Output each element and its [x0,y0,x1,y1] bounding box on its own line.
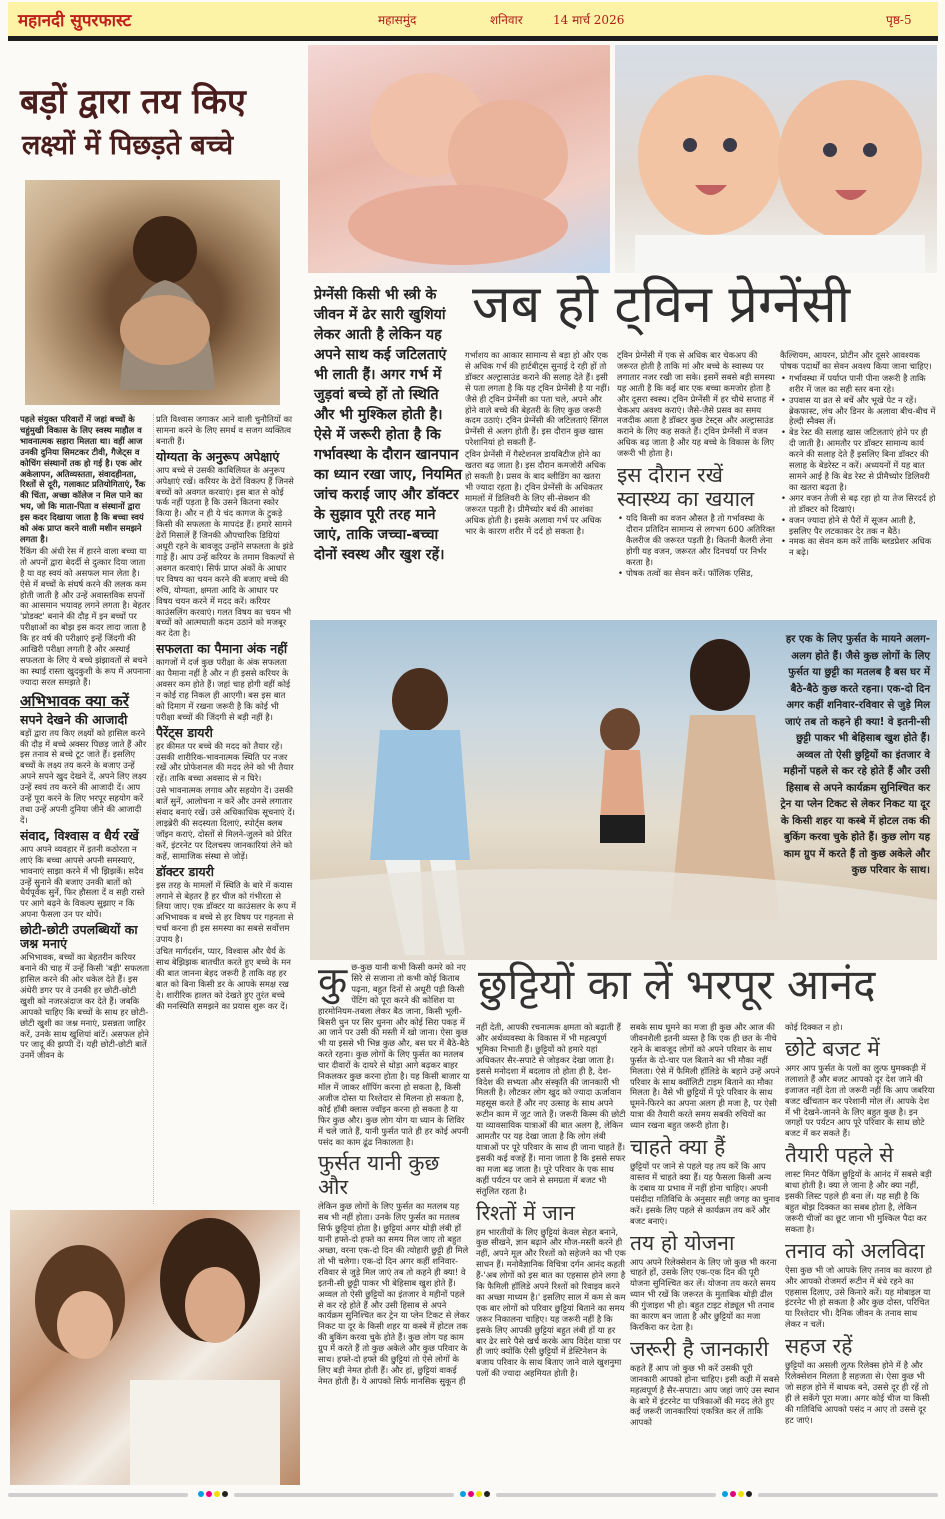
edition-city: महासमुंद [378,12,417,27]
subheading: तनाव को अलविदा [785,1238,925,1263]
paragraph: प्रति विश्वास जगाकर आने वाली चुनौतियों का सामना करने के लिए समर्थ व सजग व्यक्तित्व बनाती हैं। [156,414,293,446]
paragraph: इस तरह के मामलों में स्थिति के बारे में कयास लगाने से बेहतर है हर चीज को गंभीरता से लिया जाए। एक डॉक्टर या काउंसलर के रूप में अभिभावक व बच्चे से हर विषय पर गहनता से चर्चा करना ही इस समस्या का सबसे सर्वोत्तम उपाय है। [156,879,296,945]
subheading: रिश्तों में जान [476,1200,575,1225]
twins-intro: प्रेग्नेंसी किसी भी स्त्री के जीवन में ढेर सारी खुशियां लेकर आती है लेकिन यह अपने साथ कई जटिलताएं भी लाती हैं। अगर गर्भ में जुड़वां बच्चे हों तो स्थिति और भी मुश्किल होती है। ऐसे में जरूरी होता है कि गर्भावस्था के दौरान खानपान का ध्यान रखा जाए, नियमित जांच कराई जाए और डॉक्टर के सुझाव पूरी तरह माने जाएं, ताकि जच्चा-बच्चा दोनों स्वस्थ और खुश रहें। [314,287,462,563]
paragraph: हम भारतीयों के लिए छुट्टियां केवल सेहत बनाने, कुछ सीखने, ज्ञान बढ़ाने और मौज-मस्ती करने ही नहीं, अपने मूल और रिश्तों को सहेजने का भी एक साधन हैं। मनोवैज्ञानिक विचित्रा दर्गन आनंद कहती हैं-'अब लोगों को इस बात का एहसास होने लगा है कि फैमिली हॉलिडे अपने रिश्तों को रिवाइव करने का अच्छा माध्यम है।' इसलिए साल में कम से कम एक बार लोगों को परिवार छुट्टियां बिताने का समय जरूर निकालना चाहिए। यह जरूरी नहीं है कि इसके लिए आपकी छुट्टियां बहुत लंबी हों या हर बार ढेर सारे पैसे खर्च करके आप विदेश यात्रा पर ही जाएं क्योंकि ऐसी छुट्टियों में डेस्टिनेशन के बजाय परिवार के साथ बिताए जाने वाले खुशनुमा पलों की ज्यादा अहमियत होती है। [476,1226,626,1379]
paragraph: छुट्टियों का असली लुत्फ रिलेक्स होने में है और रिलेक्सेशन मिलता है सहजता से। ऐसा कुछ भी जो सहज होने में बाधक बने, उससे दूर ही रहें तो ही ले सकेंगे पूरा मजा। अगर कोई चीज या किसी की गतिविधि आपको पसंद न आए तो उससे दूर हट जाएं। [785,1360,930,1425]
bullet-item: • अगर वजन तेजी से बढ़ रहा हो या तेज सिरदर्द हो तो डॉक्टर को दिखाएं। [780,493,936,515]
sleeping-twins-photo [308,45,610,273]
subheading: इस दौरान रखें स्वास्थ्य का खयाल [617,463,755,512]
smiling-twins-photo [615,45,937,273]
subheading: डॉक्टर डायरी [156,863,215,879]
kids-column-2 [156,414,296,1204]
bullet-item: • बेड रेस्ट की सलाह खास जटिलताएं होने पर ही दी जाती है। आमतौर पर डॉक्टर सामान्य कार्य करने की सलाह देते हैं इसलिए बिना डॉक्टर की सलाह के बेडरेस्ट न करें। अध्ययनों में यह बात सामने आई है कि बेड रेस्ट से प्रीमैच्योर डिलिवरी का खतरा बढ़ता है। [780,427,936,492]
paragraph: लेकिन कुछ लोगों के लिए फुर्सत का मतलब यह सब भी नहीं होता। उनके लिए फुर्सत का मतलब सिर्फ छुट्टियां होता है। छुट्टियां अगर थोड़ी लंबी हों यानी हफ्ते-दो हफ्ते का समय मिल जाए तो बहुत अच्छा, वरना एक-दो दिन की त्योहारी छुट्टी ही मिले तो भी चलेगा। एक-दो दिन अगर कहीं शनिवार-रविवार से जुड़े मिल जाएं तब तो कहने ही क्या! वे इतनी-सी छुट्टी पाकर भी बेहिसाब खुश होते हैं। अव्वल तो ऐसी छुट्टियों का इंतजार वे महीनों पहले से कर रहे होते हैं और उसी हिसाब से अपने कार्यक्रम सुनिश्चित कर ट्रेन या प्लेन टिकट से लेकर निकट या दूर के किसी शहर या कस्बे में होटल तक की बुकिंग करवा चुके होते हैं। कुछ लोग यह काम ग्रुप में करते हैं तो कुछ अकेले और कुछ परिवार के साथ। हफ्ते-दो हफ्ते की छुट्टियां तो ऐसे लोगों के लिए बड़ी नेमत होती हैं। और हां, छुट्टियां वाकई नेमत होती हैं। ये आपको सिर्फ मानसिक सुकून ही [318,1201,470,1386]
subheading: सपने देखने की आजादी [20,711,128,727]
paragraph: ट्विन प्रेग्नेंसी में गैस्टेशनल डायबिटीज होने का खतरा बढ़ जाता है। इस दौरान कमजोरी अधिक हो सकती है। प्रसव के बाद ब्लीडिंग का खतरा भी ज्यादा रहता है। ट्विन प्रेग्नेंसी के अधिकतर मामलों में डिलिवरी के लिए सी-सेक्शन की जरूरत पड़ती है। प्रीमैच्योर बर्थ की आशंका अधिक होती है। इसके अलावा गर्भ पर अधिक भार के कारण शरीर में दर्द हो सकता है। [465,449,606,536]
kids-column-1 [20,414,151,1204]
edition-date: 14 मार्च 2026 [553,12,625,27]
column-divider [153,414,154,1204]
paragraph: हर कीमत पर बच्चे की मदद को तैयार रहें। उसकी शारीरिक-भावनात्मक स्थिति पर नजर रखें और प्रोफेशनल की मदद लेने को भी तैयार रहें। ताकि बच्चा अवसाद से न घिरे। [156,740,294,784]
holiday-opening-paragraph: छ-कुछ यानी कभी किसी कमरे को नए सिरे से सजाना तो कभी कोई किताब पढ़ना, बहुत दिनों से अधूरी पड़ी किसी पेंटिंग को पूरा करने की कोशिश या हारमोनियम-तबला लेकर बैठ जाना, किसी भूली-बिसरी धुन पर सिर धुनना और कोई सिरा पकड़ में आ जाने पर उसी की मस्ती में खो जाना। ऐसा कुछ भी या इससे भी भिन्न कुछ और, बस घर में बैठे-बैठे करते रहना। कुछ लोगों के लिए फुर्सत का मतलब चार दीवारों के दायरे से थोड़ा आगे बढ़कर बाहर निकलकर कुछ करना होता है। यह किसी बाजार या मॉल में जाकर शॉपिंग करना हो सकता है, किसी अजीज दोस्त या रिश्तेदार से मिलना हो सकता है, कोई हॉबी क्लास ज्वॉइन करना हो सकता है या फिर कुछ और। कुछ लोग योग या ध्यान के शिविर में चले जाते हैं, यानी फुर्सत पाते ही हर कोई अपनी पसंद का काम ढूंढ निकालता है। [318,962,470,1147]
paragraph: रैंकिंग की अंधी रेस में हारने वाला बच्चा या तो अपनों द्वारा बेदर्दी से दुत्कार दिया जाता है या वह स्वयं को असफल मान लेता है। ऐसे में बच्चों के संघर्ष करने की ललक कम होती जाती है और उन्हें अवास्तविक सपनों का आसमान भयावह लगने लगता है। बेहतर 'प्रोडक्ट' बनाने की दौड़ में इन बच्चों पर परीक्षाओं का बोझ इस कदर लादा जाता है कि हर वर्ष की परीक्षाएं इन्हें जिंदगी की आखिरी परीक्षा लगती है और अस्थाई सफलता के लिए ये बच्चे झंझावतों से बचने का स्थाई रास्ता खुदकुशी के रूप में अपनाना ज्यादा सरल समझते हैं। [20,545,151,687]
edition-day: शनिवार [490,12,523,27]
paragraph: आप बच्चे से उसकी काबिलियत के अनुरूप अपेक्षाएं रखें। करियर के ढेरों विकल्प हैं जिनसे बच्चों को अवगत करवाएं। इस बात से कोई फर्क नहीं पड़ता है कि उसने कितना स्कोर किया है। और न ही ये चंद कागज के टुकड़े किसी की सफलता के मापदंड हैं। हमारे सामने ढेरों मिसालें हैं जिनकी औपचारिक डिग्रियां अधूरी रहने के बावजूद उन्होंने सफलता के झंडे गाड़े हैं। आप उन्हें करियर के तमाम विकल्पों से अवगत करवाएं। सिर्फ प्राप्त अंकों के आधार पर विषय का चयन करने की बजाए बच्चे की रुचि, योग्यता, क्षमता आदि के आधार पर विषय चयन करने में मदद करें। करियर काउंसलिंग करवाएं। गलत विषय का चयन भी बच्चों को आत्मघाती कदम उठाने को मजबूर कर देता है। [156,464,295,639]
holiday-column-2 [476,1022,626,1487]
holiday-headline: छुट्टियों का लें भरपूर आनंद [478,960,876,1009]
subheading: संवाद, विश्वास व धैर्य रखें [20,827,139,843]
subheading: सहज रहें [785,1334,853,1359]
paragraph: कहते हैं आप जो कुछ भी करें उसकी पूरी जानकारी आपको होना चाहिए। इसी कड़ी में सबसे महत्वपूर्ण है सैर-सपाटा। आप जहां जाएं उस स्थान के बारे में इंटरनेट या पत्रिकाओं की मदद लेते हुए कई जरूरी जानकारियां एकत्रित कर लें ताकि आपको [630,1362,780,1428]
newspaper-name: महानदी सुपरफास्ट [18,10,132,31]
paragraph: ट्विन प्रेग्नेंसी में एक से अधिक बार चेकअप की जरूरत होती है ताकि मां और बच्चे के स्वास्थ्य पर लगातार नजर रखी जा सके। इसमें सबसे बड़ी समस्या यह आती है कि कई बार एक बच्चा कमजोर होता है और दूसरा स्वस्थ। ट्विन प्रेग्नेंसी में हर चौथे सप्ताह में चेकअप अवश्य कराएं। जैसे-जैसे प्रसव का समय नजदीक आता है डॉक्टर कुछ टेस्ट्स और अल्ट्रासाउंड कराने के लिए कह सकते हैं। ट्विन प्रेग्नेंसी में वजन अधिक बढ़ जाता है और यह बच्चे के विकास के लिए जरूरी भी होता है। [617,350,775,459]
twins-column-3 [780,350,936,612]
sad-child-photo [25,180,280,405]
paragraph: पहले संयुक्त परिवारों में जहां बच्चों के चहुंमुखी विकास के लिए स्वस्थ माहौल व भावनात्मक सहारा मिलता था। वहीं आज उनकी दुनिया सिमटकर टीवी, गैजेट्स व कोचिंग संस्थानों तक हो गई है। एक ओर अकेलापन, अतिव्यस्तता, संवादहीनता, रिश्तों से दूरी, गलाकाट प्रतियोगिताएं, रैंक की चिंता, अच्छा कॉलेज न मिल पाने का भय, जो कि माता-पिता व संस्थानों द्वारा इस कदर दिखाया जाता है कि बच्चा स्वयं को अंक प्राप्त करने वाली मशीन समझने लगता है। [20,414,146,544]
header-rule [8,36,938,41]
bullet-item: • गर्भावस्था में पर्याप्त पानी पीना जरूरी है ताकि शरीर में जल का सही स्तर बना रहे। [780,373,936,395]
paragraph: बड़ों द्वारा तय किए लक्ष्यों को हासिल करने की दौड़ में बच्चे अक्सर पिछड़ जाते हैं और इस तनाव से बच्चे टूट जाते हैं। इसलिए बच्चों के लक्ष्य तय करने के बजाए उन्हें अपने सपने खुद देखने दें, अपने लिए लक्ष्य उन्हें स्वयं तय करने की आजादी दें। आप उन्हें पूरा करने के लिए भरपूर सहयोग करें तथा उन्हें अपनी दुनिया जीने की आजादी दें। [20,727,147,825]
paragraph: छुट्टियों पर जाने से पहले यह तय करें कि आप वास्तव में चाहते क्या हैं। यह फैसला किसी अन्य के दबाव या प्रभाव में नहीं होना चाहिए। अपनी पसंदीदा गतिविधि के अनुसार सही जगह का चुनाव करें। इसके लिए पहले से कार्यक्रम तय करें और बजट बनाएं। [630,1161,780,1226]
paragraph: लास्ट मिनट पैकिंग छुट्टियों के आनंद में सबसे बड़ी बाधा होती है। क्या ले जाना है और क्या नहीं, इसकी लिस्ट पहले ही बना लें। यह सही है कि बहुत बोझ दिक्कत का सबब होता है, लेकिन जरूरी चीजों का छूट जाना भी मुश्किल पैदा कर सकता है। [785,1169,932,1234]
subheading: अभिभावक क्या करें [20,691,129,710]
subheading: फुर्सत यानी कुछ और [318,1151,440,1200]
twins-headline: जब हो ट्विन प्रेग्नेंसी [472,275,851,335]
bullet-item: • यदि किसी का वजन औसत है तो गर्भावस्था के दौरान प्रतिदिन सामान्य से लगभग 600 अतिरिक्त कैलरीज की जरूरत पड़ती है। कितनी कैलरी लेना होगी यह वजन, जरूरत और दिनचर्या पर निर्भर करता है। [617,513,775,568]
paragraph: ऐसा कुछ भी जो आपके लिए तनाव का कारण हो और आपको रोजमर्रा रूटीन में बंधे रहने का एहसास दिलाए, उसे किनारे करें। यह मोबाइल या इंटरनेट भी हो सकता है और कुछ दोस्त, परिचित या रिश्तेदार भी। दैनिक जीवन के तनाव साथ लेकर न चलें। [785,1264,932,1330]
subheading: पैरेंट्स डायरी [156,724,213,740]
bullet-item: • पोषक तत्वों का सेवन करें। फॉलिक एसिड, [617,568,775,579]
subheading: चाहते क्या हैं [630,1135,726,1160]
kids-headline-line2: लक्ष्यों में पिछड़ते बच्चे [22,130,234,161]
page-number: पृष्ठ-5 [886,12,912,27]
twins-column-2 [617,350,775,612]
holiday-column-4 [785,1022,935,1487]
print-registration-strip [8,1490,938,1500]
paragraph: उसे भावनात्मक लगाव और सहयोग दें। उसकी बातें सुनें, आलोचना न करें और उनसे लगातार संवाद बनाएं रखें। उसे अधिकाधिक सूचनाएं दें। लाइब्रेरी की सदस्यता दिलाएं, स्पोर्ट्स क्लब जॉइन कराएं, दोस्तों से मिलने-जुलने को प्रेरित करें, इंटरनेट पर दिलचस्प जानकारियां लेने को कहें, सामाजिक संस्था से जोड़ें। [156,785,295,861]
paragraph: कोई दिक्कत न हो। [785,1022,843,1032]
mother-daughter-photo [10,1210,300,1485]
twins-column-1 [465,350,611,612]
subheading: जरूरी है जानकारी [630,1336,769,1361]
bullet-item: • उपवास या व्रत से बचें और भूखे पेट न रहें। ब्रेकफास्ट, लंच और डिनर के अलावा बीच-बीच में हेल्दी स्नैक्स लें। [780,395,936,428]
subheading: सफलता का पैमाना अंक नहीं [156,641,288,657]
drop-cap: कु [318,962,348,1003]
paragraph: कैल्शियम, आयरन, प्रोटीन और दूसरे आवश्यक पोषक पदार्थों का सेवन अवश्य किया जाना चाहिए। [780,350,932,371]
paragraph: आप अपने रिलेक्सेशन के लिए जो कुछ भी करना चाहते हों, उसके लिए एक-एक दिन की पूरी योजना सुनिश्चित कर लें। योजना तय करते समय ध्यान भी रखें कि जरूरत के मुताबिक थोड़ी ढील की गुंजाइश भी हो। बहुत टाइट शेड्यूल भी तनाव का कारण बन जाता है और छुट्टियों का मजा किरकिरा कर देता है। [630,1256,777,1332]
paragraph: उचित मार्गदर्शन, प्यार, विश्वास और धैर्य के साथ बेझिझक बातचीत करते हुए बच्चे के मन की बात जानना बेहद जरूरी है ताकि वह हर बात को बिना किसी डर के आपके समक्ष रख दे। शारीरिक हालत को देखते हुए तुरंत बच्चे की मनस्थिति समझने का प्रयास शुरू कर दें। [156,946,291,1011]
paragraph: आप अपने व्यवहार में इतनी कठोरता न लाएं कि बच्चा आपसे अपनी समस्याएं, भावनाएं साझा करने में भी झिझकें। सदैव उन्हें सुनाने की बजाए उनकी बातों को धैर्यपूर्वक सुनें, फिर हौसला दें व सही रास्ते पर आगे बढ़ने के विकल्प सुझाए न कि अपना फैसला उन पर थोपें। [20,843,145,920]
paragraph: गर्भाशय का आकार सामान्य से बड़ा हो और एक से अधिक गर्भ की हार्टबीट्स सुनाई दे रही हों तो डॉक्टर अल्ट्रासाउंड कराने की सलाह देते हैं। इसी से पता लगता है कि यह ट्विन प्रेग्नेंसी है या नहीं। जैसे ही ट्विन प्रेग्नेंसी का पता चले, अपने और होने वाले बच्चे की बेहतरी के लिए कुछ जरूरी कदम उठाएं। ट्विन प्रेग्नेंसी की जटिलताएं सिंगल प्रेग्नेंसी से अलग होती हैं। इस दौरान कुछ खास परेशानियां हो सकती हैं- [465,350,610,448]
paragraph: अगर आप फुर्सत के पलों का लुत्फ घुमक्कड़ी में तलाशते हैं और बजट आपको दूर देश जाने की इजाजत नहीं देता तो जरूरी नहीं कि आप जबरिया बजट खींचतान कर परेशानी मोल लें। आपके देश में भी देखने-जानने के लिए बहुत कुछ है। इन जगहों पर पर्यटन आप पूरे परिवार के साथ छोटे बजट में कर सकते हैं। [785,1062,935,1139]
masthead-bar [8,2,938,36]
paragraph: नहीं देती, आपकी रचनात्मक क्षमता को बढ़ाती हैं और अर्थव्यवस्था के विकास में भी महत्वपूर्ण भूमिका निभाती हैं। छुट्टियों को हमारे यहां अधिकतर सैर-सपाटे से जोड़कर देखा जाता है। इससे मनोदशा में बदलाव तो होता ही है, देश-विदेश की सभ्यता और संस्कृति की जानकारी भी मिलती है। लौटकर लोग खुद को ज्यादा ऊर्जावान महसूस करते हैं और नए उत्साह के साथ अपने रूटीन काम में जुट जाते हैं। जरूरी किस्म की छोटी या व्यावसायिक यात्राओं की बात अलग है, लेकिन आमतौर पर यह देखा जाता है कि लोग लंबी यात्राओं पर पूरे परिवार के साथ ही जाना चाहते हैं। इसकी कई वजहें हैं। माना जाता है कि इससे सफर का मजा बढ़ जाता है। पूरे परिवार के एक साथ कहीं पर्यटन पर जाने से समग्रता में बजट भी संतुलित रहता है। [476,1022,626,1196]
holiday-pullquote: हर एक के लिए फुर्सत के मायने अलग-अलग होते हैं। जैसे कुछ लोगों के लिए फुर्सत या छुट्टी का मतलब है बस घर में बैठे-बैठे कुछ करते रहना। एक-दो दिन अगर कहीं शनिवार-रविवार से जुड़े मिल जाएं तब तो कहने ही क्या! वे इतनी-सी छुट्टी पाकर भी बेहिसाब खुश होते हैं। अव्वल तो ऐसी छुट्टियों का इंतजार वे महीनों पहले से कर रहे होते हैं और उसी हिसाब से अपने कार्यक्रम सुनिश्चित कर ट्रेन या प्लेन टिकट से लेकर निकट या दूर के किसी शहर या कस्बे में होटल तक की बुकिंग करवा चुके होते हैं। कुछ लोग यह काम ग्रुप में करते हैं तो कुछ अकेले और कुछ परिवार के साथ। [780,634,930,876]
bullet-item: • नमक का सेवन कम करें ताकि ब्लडप्रेशर अधिक न बढ़े। [780,536,936,558]
paragraph: सबके साथ घूमने का मजा ही कुछ और आज की जीवनशैली इतनी व्यस्त है कि एक ही छत के नीचे रहने के बावजूद लोगों को अपने परिवार के साथ फुर्सत के दो-चार पल बिताने का भी मौका नहीं मिलता। ऐसे में फैमिली हॉलिडे के बहाने उन्हें अपने परिवार के साथ क्वॉलिटी टाइम बिताने का मौका मिलता है। वैसे भी छुट्टियों में पूरे परिवार के साथ घूमने-फिरने का अपना अलग ही मजा है, पर ऐसी यात्रा की तैयारी करते समय सबकी रुचियों का ध्यान रखना बहुत जरूरी होता है। [630,1022,780,1131]
subheading: तैयारी पहले से [785,1143,894,1168]
subheading: योग्यता के अनुरूप अपेक्षाएं [156,448,280,464]
paragraph: अभिभावक, बच्चों का बेहतरीन करियर बनाने की चाह में उन्हें किसी 'बड़ी' सफलता हासिल करने की ओर धकेल देते हैं। इस अंधेरी डगर पर वे उनकी हर छोटी-छोटी खुशी को नजरअंदाज कर देते हैं। जबकि आपको चाहिए कि बच्चों के साथ हर छोटी-छोटी खुशी का जश्न मनाएं, प्रसन्नता जाहिर करें, उनके साथ खुशियां बांटें। असफल होने पर जादू की झप्पी दें। यही छोटी-छोटी बातें उनमें जीवन के [20,952,150,1061]
subheading: छोटे बजट में [785,1036,880,1061]
paragraph: कागजों में दर्ज कुछ परीक्षा के अंक सफलता का पैमाना नहीं है और न ही इससे करियर के अवसर कम होते हैं। जहां चाह होगी वहीं कोई न कोई राह निकल ही आएगी। बस इस बात को दिमाग में रखना जरूरी है कि कोई भी परीक्षा बच्चों की जिंदगी से बड़ी नहीं है। [156,657,291,722]
subheading: तय हो योजना [630,1230,735,1255]
holiday-column-1 [318,962,471,1487]
holiday-column-3 [630,1022,780,1487]
subheading: छोटी-छोटी उपलब्धियों का जश्न मनाएं [20,922,138,952]
kids-headline-line1: बड़ों द्वारा तय किए [20,82,246,122]
bullet-item: • वजन ज्यादा होने से पैरों में सूजन आती है, इसलिए पैर लटकाकर देर तक न बैठें। [780,515,936,537]
